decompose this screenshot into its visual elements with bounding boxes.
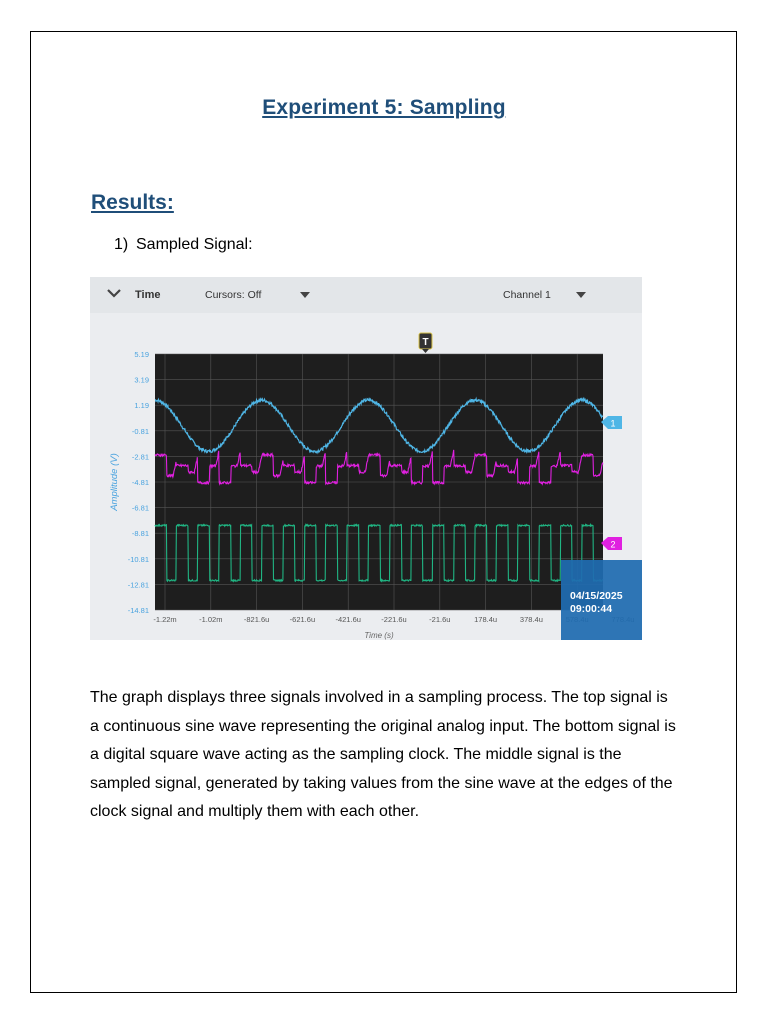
channel-2-badge-label: 2 <box>610 539 616 550</box>
y-tick-label: -2.81 <box>131 452 149 462</box>
scope-toolbar <box>90 277 642 313</box>
trigger-marker-label: T <box>422 337 429 348</box>
y-tick-label: -12.81 <box>127 580 149 590</box>
x-axis-title: Time (s) <box>364 631 394 640</box>
results-paragraph: The graph displays three signals involved in a sampling process. The top signal is a continuous sine wave representing the original analog input. The bottom signal is a digital square wave acting as the sampling clock. The middle signal is the sampled signal, generated by taking values from the sine wave at the edges of the clock signal and multiply them with each other. <box>90 689 676 821</box>
x-tick-label: -621.6u <box>289 615 316 624</box>
x-tick-label: -1.22m <box>153 615 177 624</box>
x-tick-label: -21.6u <box>429 615 451 624</box>
y-axis-title: Amplitude (V) <box>109 453 120 511</box>
y-tick-label: 1.19 <box>134 401 149 411</box>
oscilloscope-screenshot <box>90 277 642 640</box>
list-item-number: 1) <box>114 236 129 253</box>
timestamp-time: 09:00:44 <box>570 603 613 615</box>
document-title: Experiment 5: Sampling <box>262 96 506 119</box>
x-tick-label: -221.6u <box>381 615 407 624</box>
results-heading: Results: <box>91 191 174 214</box>
channel-1-badge-label: 1 <box>610 418 616 429</box>
list-item-sampled-signal <box>114 236 253 254</box>
toolbar-time-label[interactable]: Time <box>135 289 161 301</box>
y-tick-label: -6.81 <box>131 503 149 513</box>
oscilloscope-chart <box>90 277 642 640</box>
y-tick-label: -0.81 <box>131 426 149 436</box>
y-tick-label: 3.19 <box>134 375 149 385</box>
y-tick-label: -8.81 <box>131 529 149 539</box>
toolbar-channel-label[interactable]: Channel 1 <box>503 289 551 301</box>
y-tick-label: 5.19 <box>134 350 149 359</box>
y-tick-label: -14.81 <box>127 606 149 615</box>
toolbar-cursors-label[interactable]: Cursors: Off <box>205 289 262 301</box>
x-tick-label: 378.4u <box>519 615 543 624</box>
list-item-label: Sampled Signal: <box>136 236 253 253</box>
x-tick-label: 178.4u <box>474 615 498 624</box>
x-tick-label: -821.6u <box>243 615 270 624</box>
timestamp-date: 04/15/2025 <box>570 590 623 602</box>
y-tick-label: -10.81 <box>127 554 149 564</box>
x-tick-label: -1.02m <box>199 615 223 624</box>
x-tick-label: -421.6u <box>335 615 361 624</box>
y-tick-label: -4.81 <box>131 478 149 487</box>
